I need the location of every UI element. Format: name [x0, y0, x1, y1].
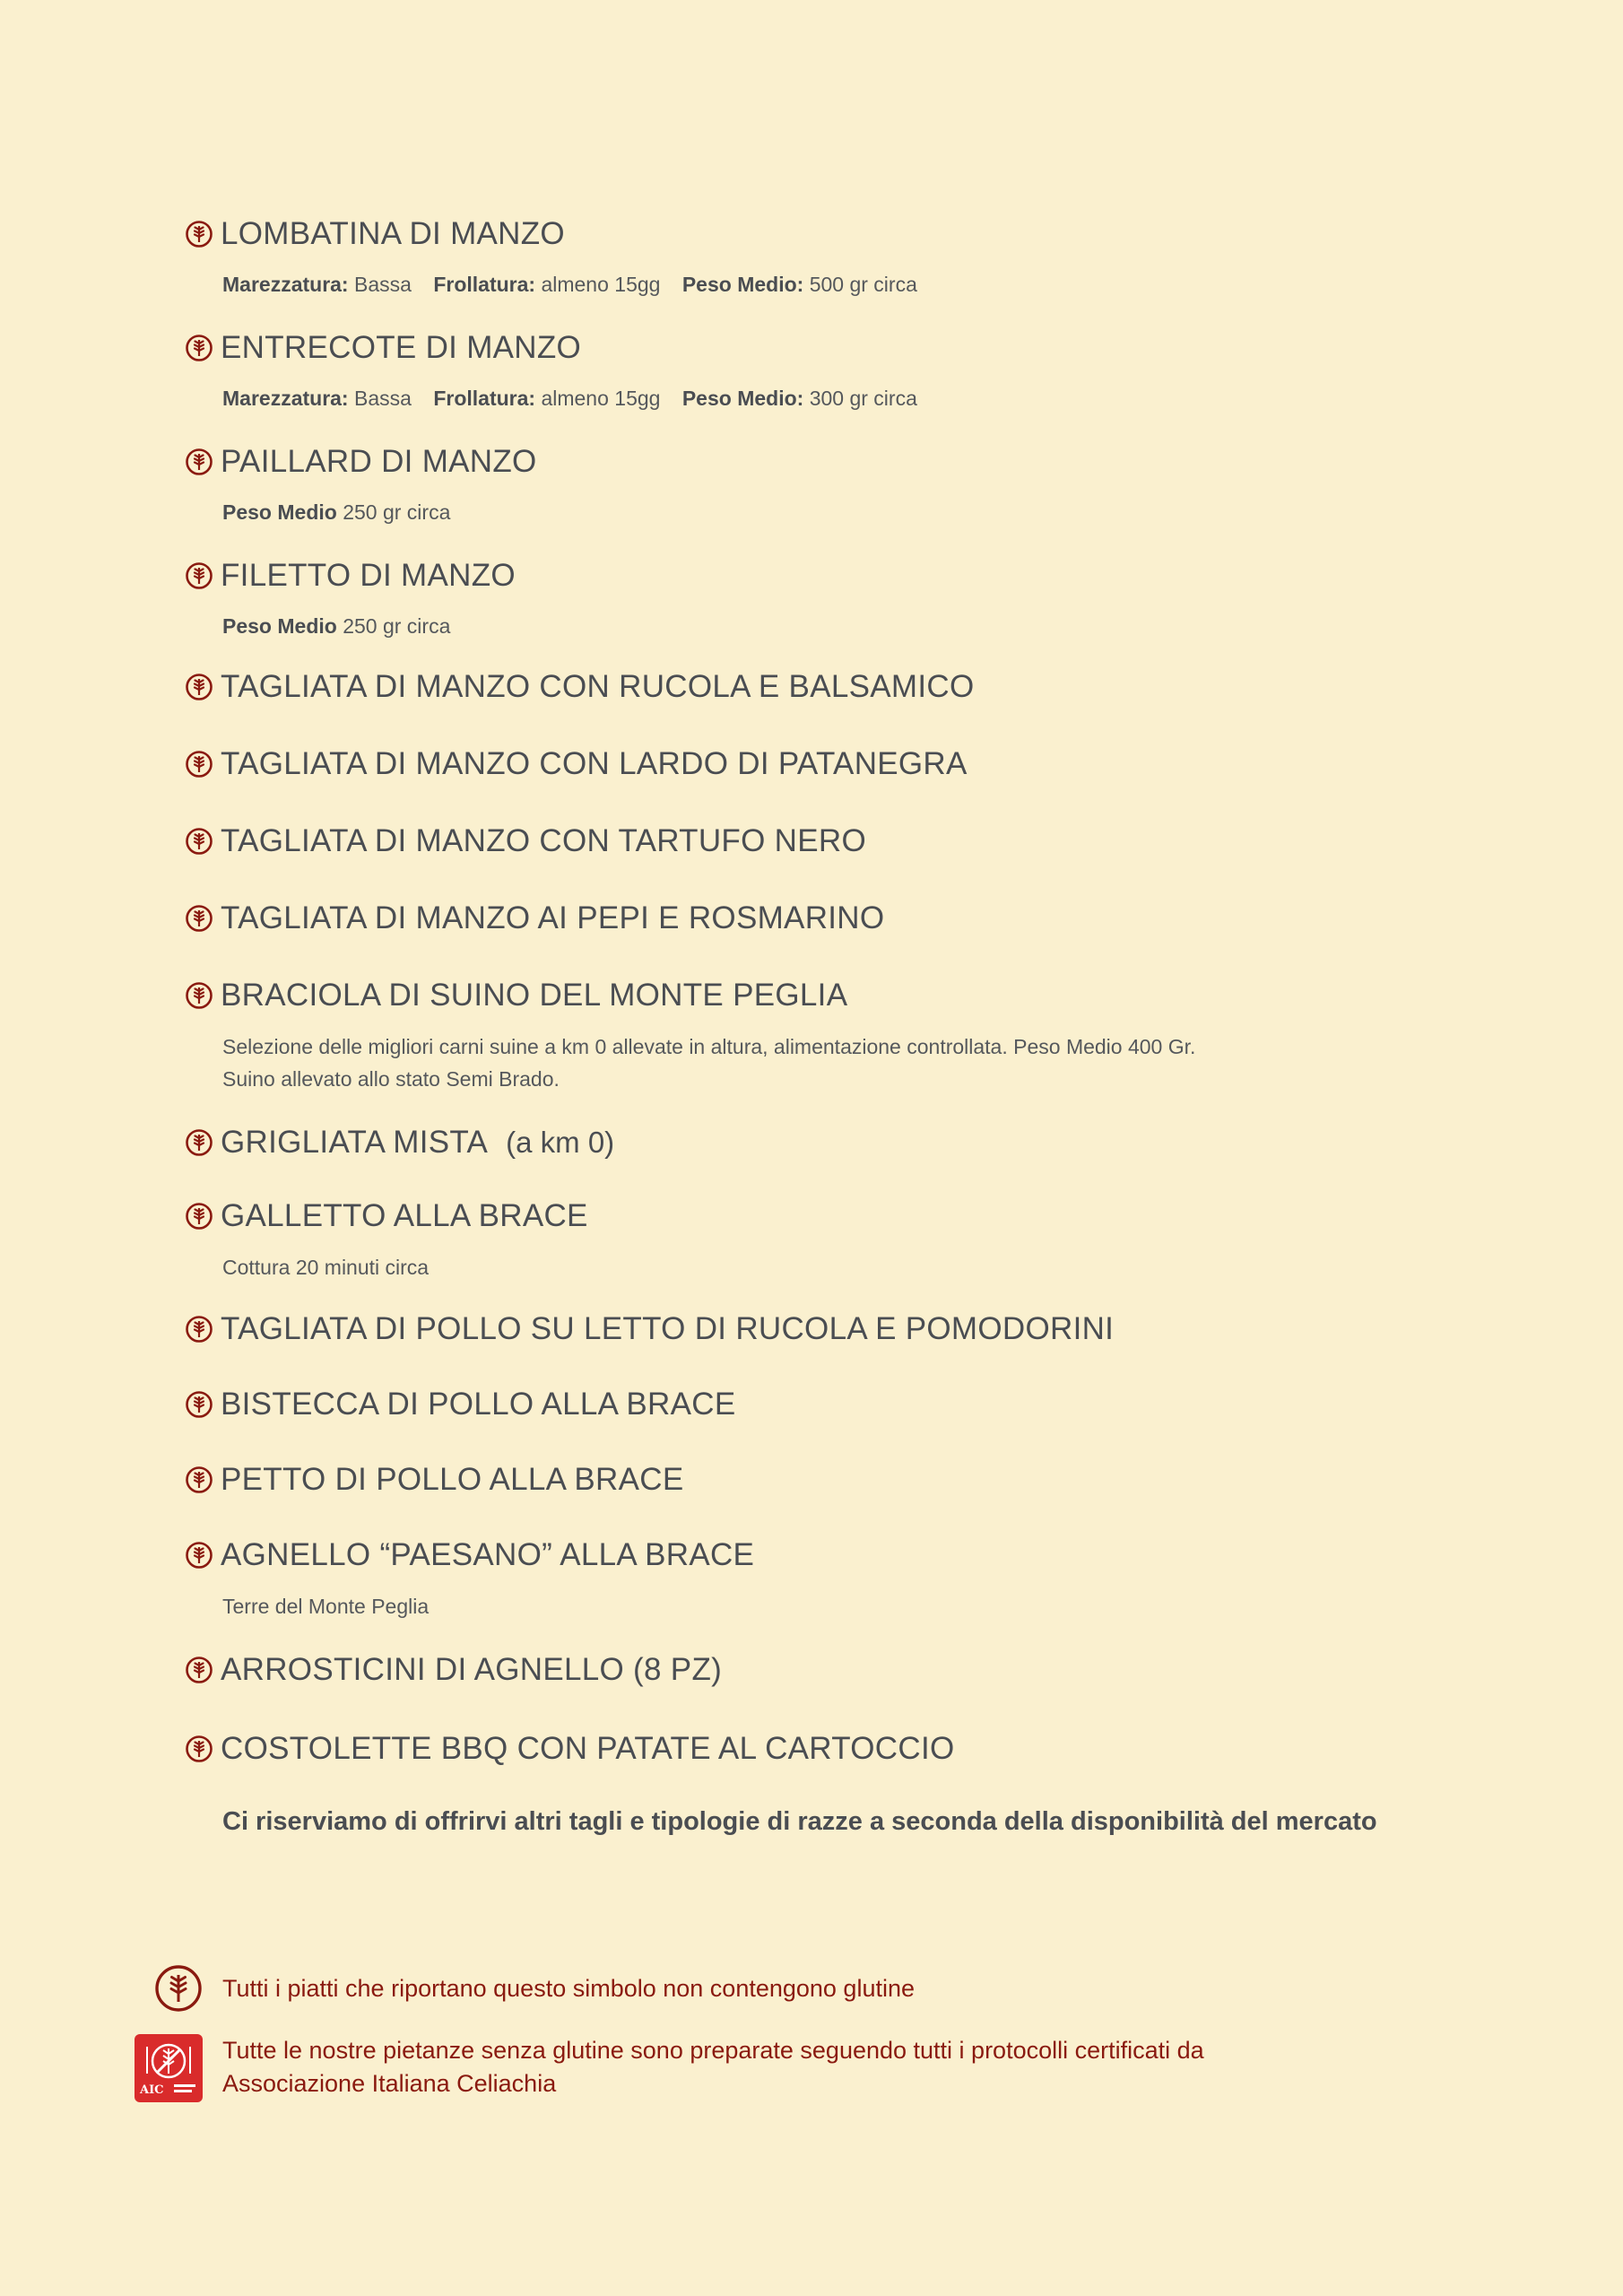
gluten-free-icon	[185, 750, 213, 778]
gluten-free-icon	[185, 827, 213, 856]
description-line: Terre del Monte Peglia	[222, 1595, 430, 1618]
menu-item	[185, 1382, 1485, 1457]
gluten-free-icon	[154, 1964, 203, 2013]
gluten-free-icon	[185, 981, 213, 1010]
menu-item-name: TAGLIATA DI MANZO AI PEPI E ROSMARINO	[221, 900, 885, 935]
menu-item-name: COSTOLETTE BBQ CON PATATE AL CARTOCCIO	[221, 1731, 955, 1766]
detail-label: Marezzatura:	[222, 273, 349, 296]
menu-item-header	[185, 439, 1485, 484]
gluten-free-icon	[185, 1315, 213, 1344]
gluten-free-icon	[185, 1541, 213, 1570]
menu-item-name: BRACIOLA DI SUINO DEL MONTE PEGLIA	[221, 978, 848, 1013]
menu-item-name: TAGLIATA DI MANZO CON LARDO DI PATANEGRA	[221, 746, 968, 781]
menu-item-header	[185, 553, 1485, 598]
detail-label: Peso Medio:	[681, 273, 804, 296]
gluten-free-icon	[185, 1128, 213, 1157]
menu-item-details	[222, 269, 1485, 300]
aic-statement-line: Associazione Italiana Celiachia	[222, 2070, 557, 2097]
gluten-free-icon	[185, 561, 213, 590]
gluten-free-legend	[154, 1964, 915, 2013]
menu-item	[185, 326, 1485, 439]
detail-label: Peso Medio	[222, 500, 337, 524]
menu-item	[185, 1120, 1485, 1194]
menu-item-description	[222, 1590, 1485, 1622]
description-line: Cottura 20 minuti circa	[222, 1256, 430, 1279]
gluten-free-icon	[185, 904, 213, 933]
detail-label: Peso Medio	[222, 614, 337, 638]
detail-value: 500 gr circa	[809, 273, 917, 296]
menu-item-header	[185, 819, 1485, 864]
menu-item-name: GRIGLIATA MISTA	[221, 1125, 489, 1160]
menu-item	[185, 212, 1485, 326]
aic-logo	[135, 2034, 203, 2102]
description-line: Selezione delle migliori carni suine a km 0 allevate in altura, alimentazione controllata. Peso Medio 400 Gr.	[222, 1035, 1196, 1058]
menu-item-suffix: (a km 0)	[506, 1126, 615, 1159]
menu-item-header	[185, 742, 1485, 787]
aic-statement-line: Tutte le nostre pietanze senza glutine sono preparate seguendo tutti i protocolli certificati da	[222, 2037, 1204, 2064]
gluten-free-icon	[185, 448, 213, 476]
menu-item	[185, 896, 1485, 973]
menu-item	[185, 1194, 1485, 1307]
menu-item-name: FILETTO DI MANZO	[221, 558, 516, 593]
menu-item-header	[185, 1307, 1485, 1352]
menu-item-name: ARROSTICINI DI AGNELLO (8 PZ)	[221, 1652, 723, 1687]
menu-item-name: LOMBATINA DI MANZO	[221, 216, 565, 251]
menu-item-name: GALLETTO ALLA BRACE	[221, 1198, 588, 1233]
detail-label: Peso Medio:	[681, 387, 804, 410]
gluten-free-legend-text: Tutti i piatti che riportano questo simbolo non contengono glutine	[222, 1974, 915, 2002]
menu-item-header	[185, 326, 1485, 370]
menu-item-name: TAGLIATA DI POLLO SU LETTO DI RUCOLA E POMODORINI	[221, 1311, 1115, 1346]
gluten-free-icon	[185, 673, 213, 701]
menu-item	[185, 1307, 1485, 1382]
menu-item	[185, 1533, 1485, 1648]
gluten-free-icon	[185, 1465, 213, 1494]
menu-item-header	[185, 1726, 1485, 1771]
menu-item	[185, 439, 1485, 553]
menu-item	[185, 742, 1485, 819]
menu-item	[185, 665, 1485, 742]
menu-item-header	[185, 665, 1485, 709]
menu-item-header	[185, 1533, 1485, 1578]
menu-item	[185, 1648, 1485, 1726]
detail-value: 250 gr circa	[343, 500, 451, 524]
detail-value: almeno 15gg	[541, 387, 661, 410]
menu-item	[185, 973, 1485, 1120]
menu-item-details	[222, 611, 1485, 641]
menu-item-header	[185, 1194, 1485, 1239]
menu-item-name: PETTO DI POLLO ALLA BRACE	[221, 1462, 684, 1497]
description-line: Suino allevato allo stato Semi Brado.	[222, 1067, 560, 1091]
availability-note: Ci riserviamo di offrirvi altri tagli e tipologie di razze a seconda della disponibilità del mercato	[222, 1807, 1377, 1836]
menu-item-description	[222, 1251, 1485, 1283]
gluten-free-icon	[185, 220, 213, 248]
menu-item-name: AGNELLO “PAESANO” ALLA BRACE	[221, 1537, 755, 1572]
aic-logo-label: AIC	[140, 2083, 164, 2097]
menu-item	[185, 1726, 1485, 1804]
menu-item-header	[185, 896, 1485, 941]
detail-label: Frollatura:	[433, 387, 536, 410]
menu-item-header	[185, 1648, 1485, 1692]
menu-item-header	[185, 1457, 1485, 1502]
menu-item-details	[222, 383, 1485, 413]
menu-item-header	[185, 212, 1485, 257]
gluten-free-icon	[185, 1390, 213, 1419]
detail-value: 300 gr circa	[809, 387, 917, 410]
menu-item-name: TAGLIATA DI MANZO CON TARTUFO NERO	[221, 823, 866, 858]
detail-value: 250 gr circa	[343, 614, 451, 638]
menu-list	[185, 212, 1485, 1804]
menu-item-name: PAILLARD DI MANZO	[221, 444, 537, 479]
aic-statement	[135, 2034, 1204, 2102]
menu-item-name: BISTECCA DI POLLO ALLA BRACE	[221, 1387, 736, 1422]
menu-item-header	[185, 973, 1485, 1018]
detail-label: Frollatura:	[433, 273, 536, 296]
aic-statement-text	[222, 2034, 1204, 2100]
menu-item	[185, 819, 1485, 896]
gluten-free-icon	[185, 334, 213, 362]
gluten-free-icon	[185, 1202, 213, 1231]
detail-label: Marezzatura:	[222, 387, 349, 410]
menu-item	[185, 553, 1485, 665]
detail-value: Bassa	[354, 273, 412, 296]
detail-value: almeno 15gg	[541, 273, 661, 296]
menu-item-header	[185, 1382, 1485, 1427]
gluten-free-icon	[185, 1735, 213, 1763]
menu-item-name: ENTRECOTE DI MANZO	[221, 330, 582, 365]
menu-item-name: TAGLIATA DI MANZO CON RUCOLA E BALSAMICO	[221, 669, 975, 704]
menu-item-header	[185, 1120, 1485, 1165]
menu-item	[185, 1457, 1485, 1533]
gluten-free-icon	[185, 1656, 213, 1684]
menu-item-details	[222, 497, 1485, 527]
menu-item-description	[222, 1031, 1485, 1095]
detail-value: Bassa	[354, 387, 412, 410]
